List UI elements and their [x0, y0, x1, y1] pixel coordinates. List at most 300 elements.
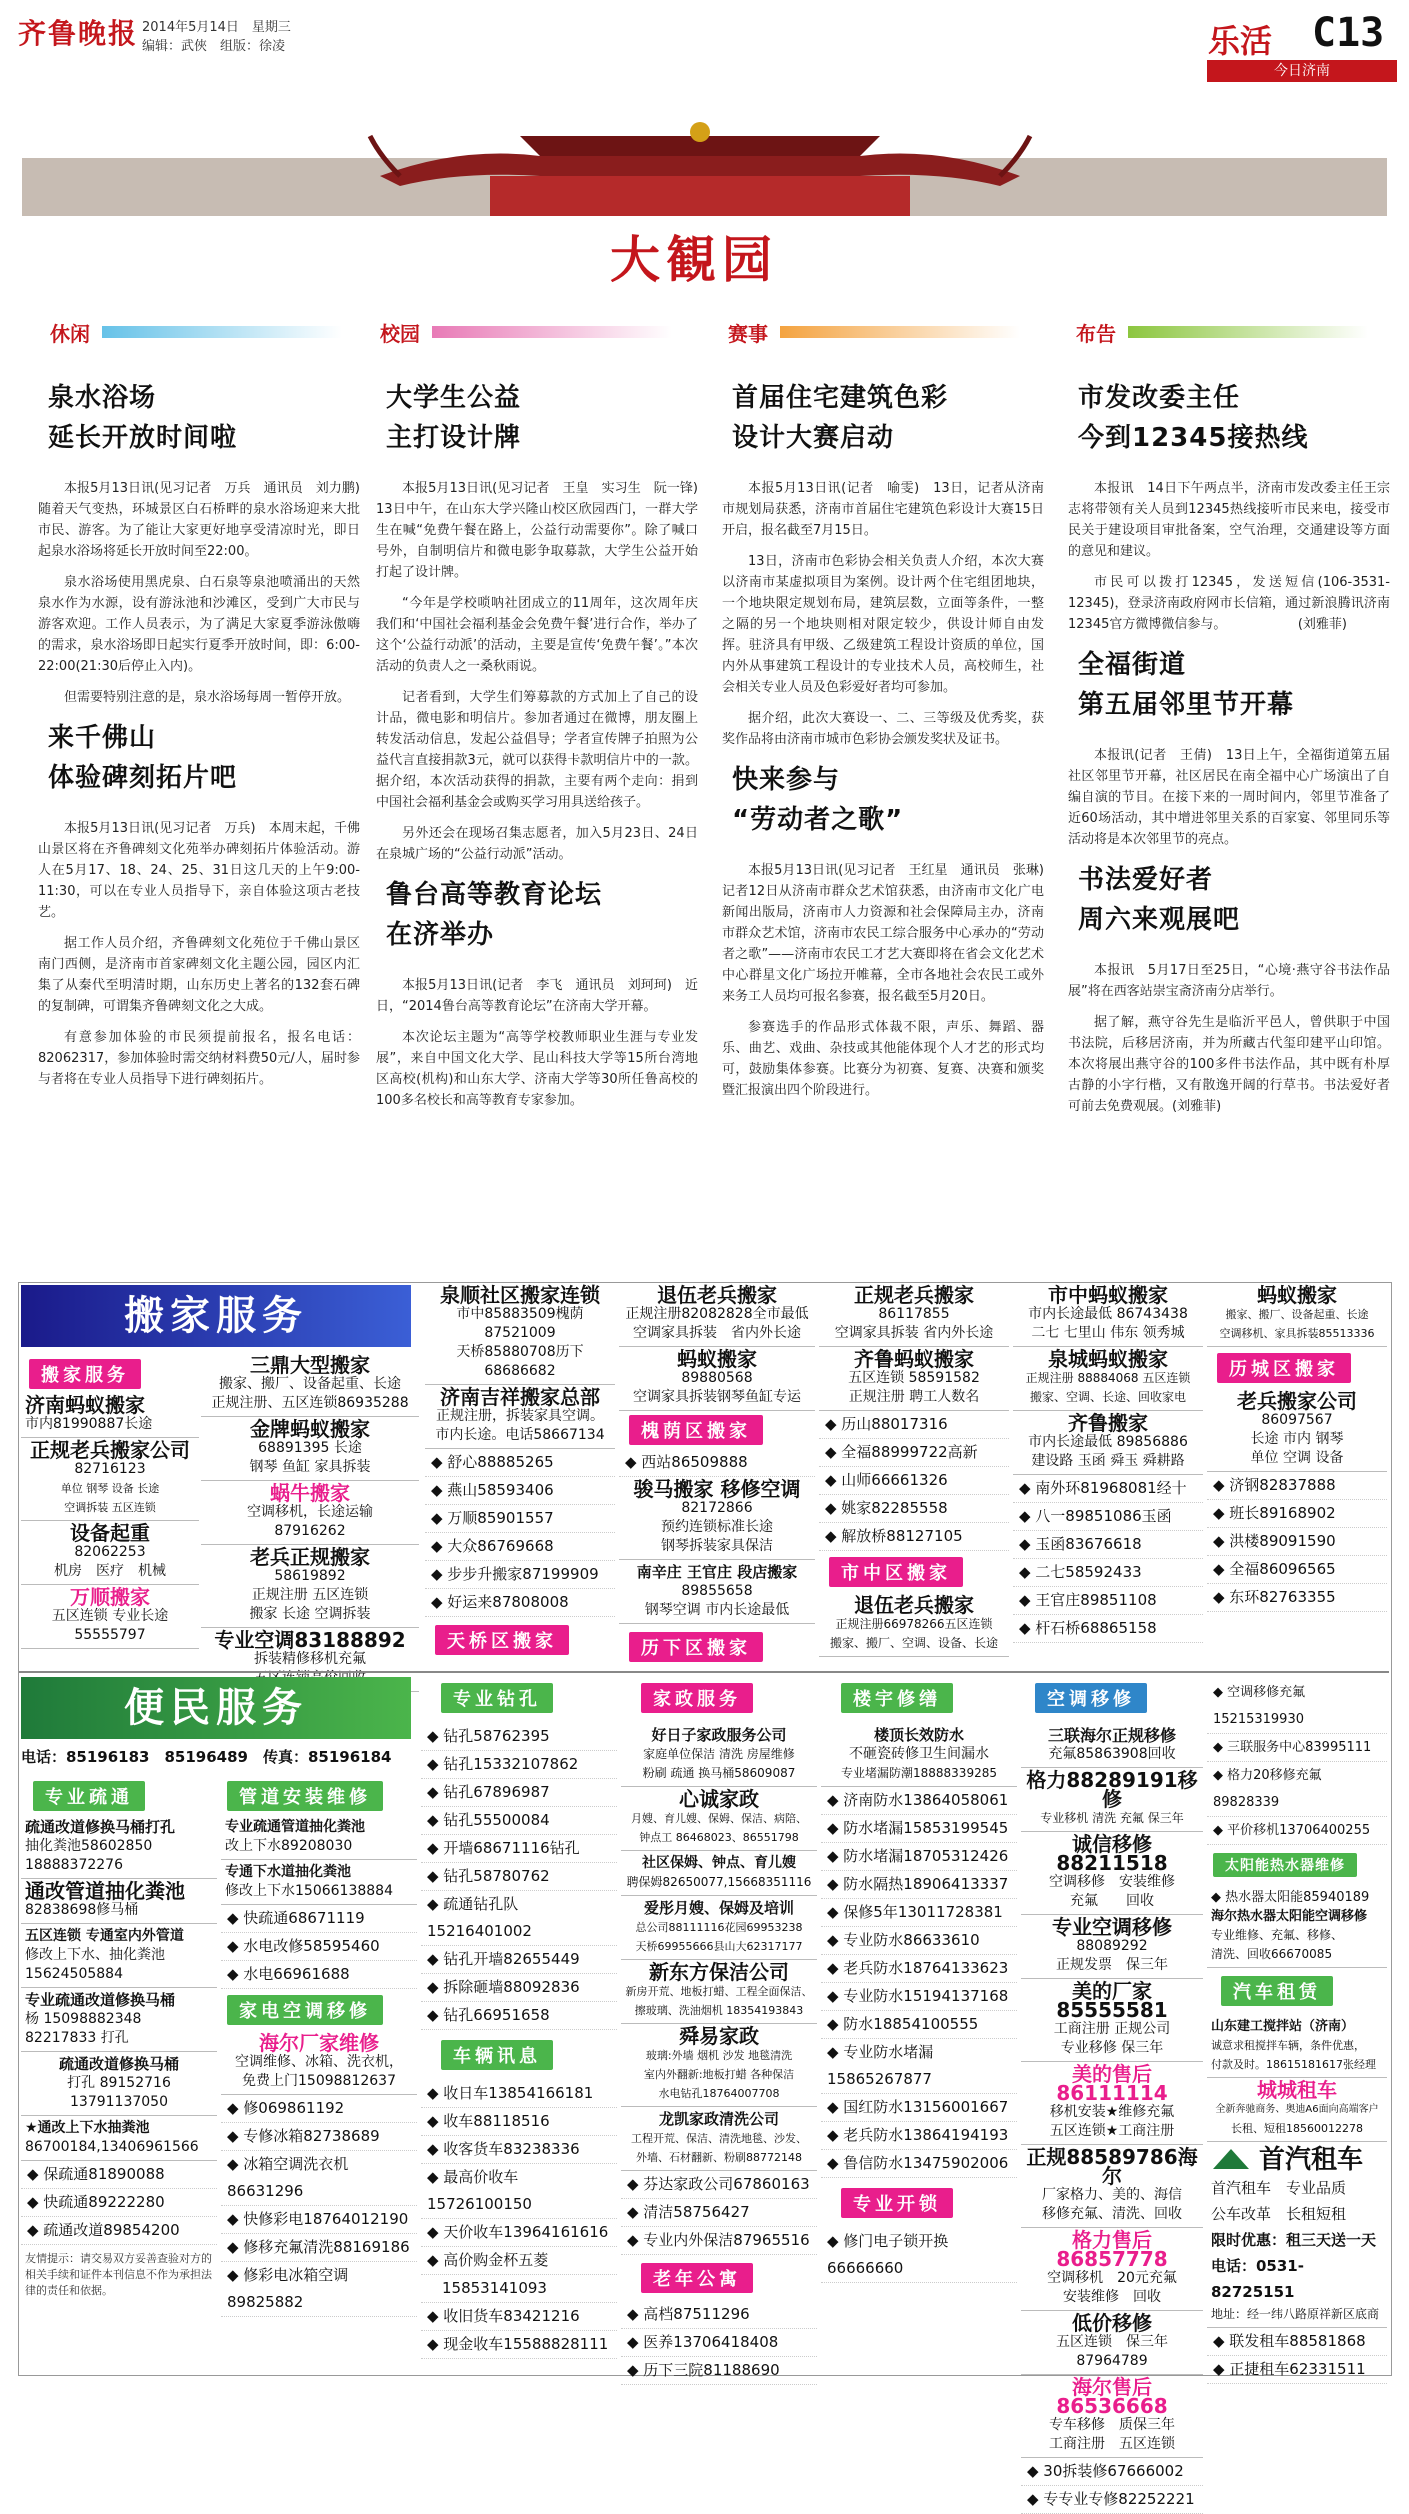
- list-item: ◆ 三联服务中心83995111: [1207, 1734, 1387, 1762]
- list-item: ◆ 防水堵漏15853199545: [821, 1815, 1017, 1843]
- headline-line: 在济举办: [386, 920, 495, 950]
- list-item: ◆ 山师66661326: [819, 1467, 1009, 1495]
- move-tag: 槐荫区搬家: [629, 1415, 763, 1445]
- move-tag-wrap: [619, 1411, 815, 1449]
- ad-line: 正规注册、五区连锁86935288: [211, 1395, 409, 1411]
- ad-box: [21, 1815, 217, 1879]
- list-item: ◆ 快疏通68671119: [221, 1905, 417, 1933]
- ad-line: 天桥85880708历下68686682: [456, 1344, 584, 1379]
- category-bar: [432, 326, 672, 338]
- ad-name: ★通改上下水抽粪池: [25, 2120, 150, 2136]
- list-item: ◆ 收日车13854166181: [421, 2080, 617, 2108]
- ad-line: 专业维修、充氟、移修、: [1211, 1928, 1344, 1942]
- ad-name: 专通下水道抽化粪池: [225, 1864, 351, 1880]
- pavilion-roof-icon: [340, 116, 1060, 236]
- life-col-e: [821, 1673, 1017, 2283]
- category-leisure: [50, 318, 90, 344]
- life-tag-wrap: [421, 1673, 617, 1723]
- life-tag-wrap: [621, 1673, 817, 1723]
- headline-line: 全福街道: [1078, 650, 1187, 680]
- life-services: [19, 1671, 1389, 2508]
- ad-name: 舜易家政: [679, 2024, 759, 2048]
- ad-line: 正规注册，拆装家具空调。: [436, 1408, 604, 1424]
- ad-box: [221, 1815, 417, 1860]
- headline-line: 书法爱好者: [1078, 865, 1214, 895]
- ad-name: 低价移修: [1072, 2311, 1152, 2335]
- ad-line: 修改上下水15066138884: [225, 1883, 393, 1899]
- ad-name: 专业空调83188892: [214, 1628, 406, 1652]
- headline-line: 周六来观展吧: [1078, 905, 1241, 935]
- list-item: ◆ 修彩电冰箱空调89825882: [221, 2262, 417, 2317]
- ad-line: 全新奔驰商务、奥迪A6面向高端客户: [1215, 2104, 1379, 2115]
- ad-name: 三联海尔正规移修: [1047, 1726, 1176, 1745]
- ad-name: 海尔热水器太阳能空调移修: [1211, 1909, 1368, 1924]
- banner: [0, 110, 1409, 305]
- ad-box: [1013, 1283, 1203, 1347]
- ad-line: 家庭单位保洁 清洗 房屋维修: [643, 1747, 795, 1761]
- list-item: ◆ 钻孔66951658: [421, 2002, 617, 2030]
- ad-name: 泉城蚂蚁搬家: [1048, 1347, 1168, 1371]
- moving-title-bar: [21, 1285, 411, 1347]
- article-paragraph: 本报5月13日讯(记者 李飞 通讯员 刘珂珂) 近日，“2014鲁台高等教育论坛”在济南大学开幕。: [376, 978, 698, 1014]
- article-headline: [386, 378, 698, 458]
- article-paragraph: 本报5月13日讯(记者 喻雯) 13日，记者从济南市规划局获悉，济南市首届住宅建筑色彩设计大赛15日开启，报名截至7月15日。: [722, 481, 1044, 538]
- article-paragraph: 本报5月13日讯(见习记者 王皇 实习生 阮一锋) 13日中午，在山东大学兴隆山校区欣园西门，一群大学生在喊“免费午餐在路上，公益行动需要你”。除了喊口号外，自制明信片和微电影争取募款，大学生公益开始打起了设计牌。: [376, 481, 712, 580]
- ad-line: 五区连锁 保三年: [1056, 2334, 1168, 2350]
- ad-box: [1021, 2311, 1203, 2375]
- headline-line: 来千佛山: [48, 723, 157, 753]
- list-item: ◆ 疏通改道89854200: [21, 2217, 217, 2245]
- move-tag-wrap: [1207, 1347, 1387, 1389]
- ad-box: [819, 1347, 1009, 1411]
- ad-name: 齐鲁搬家: [1068, 1411, 1148, 1435]
- ad-line: 移机安装★维修充氟: [1049, 2104, 1175, 2120]
- list-item: ◆ 天价收车13964161616: [421, 2219, 617, 2247]
- list-item: ◆ 现金收车15588828111: [421, 2331, 617, 2359]
- ad-line: 充氟 回收: [1070, 1893, 1154, 1909]
- ad-line: 专车移修 质保三年: [1049, 2417, 1175, 2433]
- article-paragraph: 本次论坛主题为“高等学校教师职业生涯与专业发展”，来自中国文化大学、昆山科技大学等15所台湾地区高校(机构)和山东大学、济南大学等30所任鲁高校的100多名校长和高等教育专家参加。: [376, 1030, 698, 1108]
- life-tag: 楼宇修缮: [841, 1683, 953, 1713]
- ad-name: 蚂蚁搬家: [677, 1347, 757, 1371]
- headline-line: 快来参与: [732, 765, 841, 795]
- ad-name: 南辛庄 王官庄 段店搬家: [636, 1563, 798, 1581]
- ad-line: 充氟85863908回收: [1048, 1746, 1176, 1762]
- life-title: 便民服务: [124, 1685, 308, 1731]
- ad-line: 55555797: [74, 1627, 146, 1643]
- ad-line: 水电钻孔18764007708: [658, 2087, 780, 2100]
- article-paragraph: 13日，济南市色彩协会相关负责人介绍，本次大赛以济南市某虚拟项目为案例。设计两个住宅组团地块，一个地块限定规划布局，建筑层数，立面等条件，一整之隔的另一个地块则相对限定较少，供设计师自由发挥。驻济具有甲级、乙级建筑工程设计资质的单位，国内外从事建筑工程设计的专业技术人员，高校师生，社会相关专业人员及色彩爱好者均可参加。: [722, 554, 1044, 695]
- ad-list: [421, 1723, 617, 2030]
- ad-line: 外墙、石材翻新、粉刷88772148: [636, 2151, 802, 2164]
- ad-line: 搬家、空调、长途、回收家电: [1029, 1390, 1186, 1404]
- ad-box: [619, 1283, 815, 1347]
- list-item: ◆ 清洁58756427: [621, 2199, 817, 2227]
- list-item: ◆ 平价移机13706400255: [1207, 1817, 1387, 1845]
- life-tag-wrap: [1021, 1673, 1203, 1723]
- move-col-b: [425, 1283, 615, 1663]
- ad-line: 厂家格力、美的、海信: [1042, 2187, 1182, 2203]
- ad-line: 二七 七里山 伟东 领秀城: [1031, 1325, 1185, 1341]
- ad-name: 龙凯家政清洗公司: [658, 2110, 779, 2128]
- list-item: ◆ 格力20移修充氟89828339: [1207, 1762, 1387, 1817]
- article-headline: [1078, 860, 1390, 940]
- ad-name: 济南蚂蚁搬家: [25, 1393, 145, 1417]
- article-paragraph: 据介绍，此次大赛设一、二、三等级及优秀奖，获奖作品将由济南市城市色彩协会颁发奖状及证书。: [722, 711, 1044, 747]
- ad-line: 58619892: [274, 1568, 346, 1584]
- article-headline: [386, 875, 698, 955]
- list-item: ◆ 钻孔15332107862: [421, 1751, 617, 1779]
- category-notice: [1076, 318, 1116, 344]
- list-item: ◆ 专业防水堵漏15865267877: [821, 2039, 1017, 2094]
- list-item: ◆ 快疏通89222280: [21, 2189, 217, 2217]
- article-paragraph: 本报5月13日讯(见习记者 万兵) 本周末起，千佛山景区将在齐鲁碑刻文化苑举办碑刻拓片体验活动。游人在5月17、18、24、25、31日这几天的上午9:00-11:30，可以在专业人员指导下，亲自体验这项古老技艺。: [38, 821, 360, 920]
- moving-title: 搬家服务: [124, 1293, 308, 1339]
- ad-line: 安装维修 回收: [1063, 2289, 1161, 2305]
- ad-name: 格力88289191移修: [1026, 1768, 1198, 1811]
- list-item: ◆ 疏通钻孔队15216401002: [421, 1891, 617, 1946]
- ad-line: 空调家具拆装钢琴鱼缸专运: [633, 1389, 801, 1405]
- ad-name: 社区保姆、钟点、育儿嫂: [642, 1855, 796, 1871]
- move-col-d: [819, 1283, 1009, 1657]
- ad-line: 搬家、搬厂、空调、设备、长途: [829, 1636, 998, 1650]
- list-item: ◆ 万顺85901557: [425, 1505, 615, 1533]
- ad-line: 修改上下水、抽化粪池: [25, 1947, 165, 1963]
- ad-box: [201, 1353, 419, 1417]
- life-col-b: [221, 1777, 417, 2317]
- ad-line: 首汽租车 专业品质: [1211, 2179, 1347, 2197]
- ad-line: 钟点工 86468023、86551798: [639, 1831, 799, 1844]
- list-item: ◆ 专业防水86633610: [821, 1927, 1017, 1955]
- ad-line: 82716123: [74, 1461, 146, 1477]
- ad-box: [1021, 1979, 1203, 2062]
- ad-box: [1207, 1283, 1387, 1347]
- ad-box: [1021, 2145, 1203, 2228]
- ad-box: [621, 1960, 817, 2024]
- ad-brand: [1211, 2145, 1383, 2175]
- ad-name: 骏马搬家 移修空调: [633, 1477, 801, 1501]
- ad-line: 18888372276: [25, 1857, 123, 1873]
- list-item: ◆ 济南防水13864058061: [821, 1787, 1017, 1815]
- ad-line: ◆ 热水器太阳能85940189: [1211, 1890, 1370, 1905]
- ad-box: [1207, 2142, 1387, 2328]
- ad-list: [21, 2161, 217, 2245]
- ad-line: 搬家、搬厂、设备起重、长途: [219, 1376, 401, 1392]
- ad-line: 82217833 打孔: [25, 2030, 129, 2046]
- list-item: ◆ 二七58592433: [1013, 1559, 1203, 1587]
- ad-name: 诚信移修88211518: [1056, 1832, 1168, 1875]
- ad-box: [201, 1481, 419, 1545]
- ad-name: 山东建工搅拌站（济南）: [1211, 2019, 1355, 2034]
- ad-line: 87964789: [1076, 2353, 1148, 2369]
- ad-name: 正规老兵搬家公司: [30, 1438, 190, 1462]
- ad-line: 空调移机 20元充氟: [1047, 2270, 1177, 2286]
- list-item: ◆ 拆除砸墙88092836: [421, 1974, 617, 2002]
- list-item: ◆ 收客货车83238336: [421, 2136, 617, 2164]
- life-tag: 专业开锁: [841, 2188, 953, 2218]
- headline-line: 首届住宅建筑色彩: [732, 383, 949, 413]
- ad-line: 室内外翻新:地板打蜡 各种保洁: [643, 2068, 795, 2081]
- ad-line: 正规注册 88884068 五区连锁: [1025, 1371, 1191, 1385]
- ad-name: 专业疏通改道修换马桶: [25, 1991, 176, 2009]
- ad-box: [425, 1385, 615, 1449]
- article-paragraph: 本报5月13日讯(见习记者 万兵 通讯员 刘力鹏) 随着天气变热，环城景区白石桥畔的泉水浴场迎来大批市民、游客。为了能让大家更好地享受清凉时光，即日起泉水浴场将延长开放时间至22:00。: [38, 481, 374, 559]
- ad-line: 总公司88111116花园69953238: [635, 1921, 803, 1934]
- classified-ads: [18, 1282, 1392, 2508]
- list-item: ◆ 王官庄89851108: [1013, 1587, 1203, 1615]
- ad-name: 退伍老兵搬家: [657, 1283, 777, 1307]
- ad-line: 天桥69955666县山大62317177: [635, 1940, 803, 1953]
- list-item: ◆ 修门电子锁开换66666660: [821, 2228, 1017, 2283]
- ad-list: [1207, 2328, 1387, 2384]
- list-item: ◆ 水电66961688: [221, 1961, 417, 1989]
- ad-line: 82062253: [74, 1544, 146, 1560]
- ad-line: 工程开荒、保洁、清洗地毯、沙发、: [631, 2132, 807, 2145]
- list-item: ◆ 历山88017316: [819, 1411, 1009, 1439]
- ad-line: 市内长途最低 89856886: [1028, 1434, 1188, 1450]
- ad-name: 专业疏通管道抽化粪池: [225, 1819, 365, 1835]
- category-label: 赛事: [728, 322, 768, 346]
- ad-name: 心诚家政: [679, 1787, 759, 1811]
- life-tag: 专业钻孔: [441, 1683, 553, 1713]
- ad-line: 正规注册 聘工人数名: [848, 1389, 980, 1405]
- ad-box: [621, 1851, 817, 1896]
- article-paragraph: 有意参加体验的市民须提前报名，报名电话：82062317，参加体验时需交纳材料费50元/人，届时参与者将在专业人员指导下进行碑刻拓片。: [38, 1030, 360, 1087]
- list-item: ◆ 空调移修充氟15215319930: [1207, 1679, 1387, 1734]
- life-tag: 汽车租赁: [1221, 1976, 1333, 2006]
- ad-line: 限时优惠：租三天送一天: [1211, 2231, 1377, 2249]
- ad-box: [21, 1521, 199, 1585]
- ad-box: [1013, 1347, 1203, 1411]
- ad-box: [621, 1896, 817, 1960]
- ad-name: 美的售后86111114: [1056, 2062, 1168, 2105]
- list-item: ◆ 解放桥88127105: [819, 1523, 1009, 1551]
- ad-box: [1021, 1832, 1203, 1915]
- headline-line: 延长开放时间啦: [48, 423, 238, 453]
- ad-line: 空调家具拆装 省内外长途: [633, 1325, 801, 1341]
- newspaper-logo: 齐鲁晚报: [18, 17, 139, 50]
- ad-line: 不砸瓷砖修卫生间漏水: [849, 1746, 989, 1762]
- article-paragraph: 另外还会在现场召集志愿者，加入5月23日、24日在泉城广场的“公益行动派”活动。: [376, 826, 698, 862]
- car-rental-logo-icon: [1211, 2145, 1251, 2175]
- move-tag: 搬家服务: [29, 1359, 141, 1389]
- ad-box: [821, 1723, 1017, 1787]
- list-item: ◆ 姚家82285558: [819, 1495, 1009, 1523]
- ad-name: 市中蚂蚁搬家: [1048, 1283, 1168, 1307]
- ad-line: 86117855: [878, 1306, 950, 1322]
- list-item: ◆ 快修彩电18764012190: [221, 2206, 417, 2234]
- article-column-3: [722, 368, 1058, 1111]
- ad-list: [1021, 2458, 1203, 2514]
- headline-line: 大学生公益: [386, 383, 522, 413]
- list-item: ◆ 冰箱空调洗衣机86631296: [221, 2151, 417, 2206]
- life-tag: 老年公寓: [641, 2263, 753, 2293]
- ad-line: 市内长途最低 86743438: [1028, 1306, 1188, 1322]
- article-headline: [1078, 645, 1390, 725]
- ad-box: [21, 1988, 217, 2052]
- article-paragraph: 参赛选手的作品形式体裁不限，声乐、舞蹈、器乐、曲艺、戏曲、杂技或其他能体现个人才艺的形式均可，鼓励集体参赛。比赛分为初赛、复赛、决赛和颁奖暨汇报演出四个阶段进行。: [722, 1020, 1044, 1098]
- move-tag-wrap: [819, 1551, 1009, 1593]
- list-item: ◆ 开墙68671116钻孔: [421, 1835, 617, 1863]
- ad-box: [21, 1438, 199, 1521]
- ad-line: 粉刷 疏通 换马桶58609087: [642, 1766, 796, 1780]
- ad-line: 88089292: [1076, 1938, 1148, 1954]
- ad-box: [621, 1723, 817, 1787]
- ad-name: 海尔售后86536668: [1056, 2375, 1168, 2418]
- list-item: ◆ 30拆装修67666002: [1021, 2458, 1203, 2486]
- ad-line: 钢琴 鱼缸 家具拆装: [249, 1459, 371, 1475]
- ad-box: [1207, 2014, 1387, 2078]
- life-tag-wrap: [621, 2255, 817, 2301]
- ad-line: 专业移机 清洗 充氟 保三年: [1040, 1811, 1184, 1825]
- headline-line: 主打设计牌: [386, 423, 522, 453]
- ad-line: 搬家、搬厂、设备起重、长途: [1225, 1308, 1369, 1321]
- move-col-f: [1207, 1283, 1387, 1612]
- list-item: ◆ 最高价收车15726100150: [421, 2164, 617, 2219]
- list-item: ◆ 钻孔58762395: [421, 1723, 617, 1751]
- ad-line: 玻璃:外墙 烟机 沙发 地毯清洗: [645, 2049, 793, 2062]
- life-tag-wrap: [1207, 1968, 1387, 2014]
- article-paragraph: 据工作人员介绍，齐鲁碑刻文化苑位于千佛山景区南门西侧，是济南市首家碑刻文化主题公园，园区内汇集了从秦代至明清时期，山东历史上著名的132套石碑的复制碑，可谓集齐鲁碑刻文化之大成。: [38, 936, 360, 1014]
- headline-line: 鲁台高等教育论坛: [386, 880, 603, 910]
- list-item: ◆ 专专业专修82252221: [1021, 2486, 1203, 2514]
- ad-list: [1207, 1673, 1387, 1845]
- ad-line: 82172866: [681, 1500, 753, 1516]
- ad-line: 87916262: [274, 1523, 346, 1539]
- list-item: ◆ 国红防水13156001667: [821, 2094, 1017, 2122]
- list-item: ◆ 钻孔55500084: [421, 1807, 617, 1835]
- ad-box: [1013, 1411, 1203, 1475]
- life-tag: 管道安装维修: [227, 1781, 383, 1811]
- article-paragraph: 泉水浴场使用黑虎泉、白石泉等泉池喷涌出的天然泉水作为水源，设有游泳池和沙滩区，受到广大市民与游客欢迎。工作人员表示，为了满足大家夏季游泳傲嗨的需求，泉水浴场即日起实行夏季开放时间，即：6:00-22:00(21:30后停止入内)。: [38, 575, 360, 674]
- ad-box: [201, 1417, 419, 1481]
- ad-box: [221, 1860, 417, 1905]
- banner-title: 大観园: [610, 230, 778, 289]
- life-tag: 家电空调移修: [227, 1995, 383, 2025]
- ad-name: 新东方保洁公司: [649, 1960, 789, 1984]
- life-tag: 空调移修: [1035, 1683, 1147, 1713]
- article: [38, 718, 360, 1090]
- article-column-4: [1068, 368, 1390, 1127]
- ad-line: 空调移机、家具拆装85513336: [1219, 1327, 1375, 1340]
- ad-box: [621, 1787, 817, 1851]
- life-tag-wrap: [221, 1989, 417, 2031]
- ad-box: [1207, 1885, 1387, 1968]
- ad-box: [621, 2024, 817, 2107]
- list-item: ◆ 钻孔58780762: [421, 1863, 617, 1891]
- ad-name: 泉顺社区搬家连锁: [440, 1283, 600, 1307]
- ad-line: 钢琴拆装家具保洁: [661, 1538, 773, 1554]
- life-tag-wrap: [821, 1673, 1017, 1723]
- ad-box: [1021, 2375, 1203, 2458]
- list-item: ◆ 医养13706418408: [621, 2329, 817, 2357]
- ad-line: 市中85883509槐荫87521009: [456, 1306, 584, 1341]
- ad-line: 公车改革 长租短租: [1211, 2205, 1347, 2223]
- ad-box: [21, 1585, 199, 1649]
- ad-box: [621, 2107, 817, 2171]
- ad-line: 地址：经一纬八路原祥新区底商: [1211, 2307, 1380, 2321]
- list-item: ◆ 八一89851086玉函: [1013, 1503, 1203, 1531]
- ad-line: 五区连锁 专业长途: [51, 1608, 169, 1624]
- ad-line: 正规注册 五区连锁: [251, 1587, 369, 1603]
- ad-name: 专业空调移修: [1052, 1915, 1172, 1939]
- ad-name: 通改管道抽化粪池: [25, 1879, 185, 1903]
- article: [722, 378, 1044, 750]
- ad-line: 单位 钢琴 设备 长途: [60, 1482, 160, 1495]
- headline-line: 设计大赛启动: [732, 423, 895, 453]
- ad-name: 楼顶长效防水: [873, 1726, 964, 1744]
- ad-line: 打孔 89152716: [67, 2075, 171, 2091]
- move-tag-wrap: [425, 1617, 615, 1663]
- list-item: ◆ 防水18854100555: [821, 2011, 1017, 2039]
- move-col-a: [21, 1353, 421, 1667]
- list-item: ◆ 全福88999722高新: [819, 1439, 1009, 1467]
- list-item: ◆ 钻孔67896987: [421, 1779, 617, 1807]
- category-label: 休闲: [50, 322, 90, 346]
- article-headline: [1078, 378, 1390, 458]
- article-paragraph: 本报5月13日讯(见习记者 王红星 通讯员 张琳) 记者12日从济南市群众艺术馆获悉，由济南市文化广电新闻出版局，济南市人力资源和社会保障局主办，济南市群众艺术馆，济南市农民工综合服务中心承办的“劳动者之歌”——济南市农民工才艺大赛即将在省会文化艺术中心群星文化广场拉开帷幕，全市各地社会农民工或外来务工人员均可报名参赛，报名截至5月20日。: [722, 863, 1058, 1004]
- headline-line: 市发改委主任: [1078, 383, 1241, 413]
- category-campus: [380, 318, 420, 344]
- ad-box: [221, 2031, 417, 2095]
- article-paragraph: 本报讯(记者 王倩) 13日上午，全福街道第五届社区邻里节开幕，社区居民在南全福中心广场演出了自编自演的节目。在接下来的一周时间内，邻里节准备了近60场活动，其中增进邻里关系的百家宴、邻里同乐等活动将是本次邻里节的亮点。: [1068, 748, 1390, 847]
- list-item: ◆ 南外环81968081经十: [1013, 1475, 1203, 1503]
- ad-box: [21, 2116, 217, 2161]
- list-item: ◆ 高价购金杯五菱: [421, 2247, 617, 2275]
- list-item: ◆ 好运来87808008: [425, 1589, 615, 1617]
- ad-line: 68891395 长途: [258, 1440, 362, 1456]
- article-headline: [48, 718, 360, 798]
- list-item: ◆ 玉函83676618: [1013, 1531, 1203, 1559]
- category-bar: [780, 326, 1020, 338]
- ad-box: [1207, 1389, 1387, 1472]
- ad-name: 济南吉祥搬家总部: [440, 1385, 600, 1409]
- ad-line: 长途 市内 钢琴: [1250, 1431, 1344, 1447]
- ad-box: [619, 1560, 815, 1624]
- list-item: ◆ 班长89168902: [1207, 1500, 1387, 1528]
- ad-line: 市内81990887长途: [25, 1416, 153, 1432]
- ad-line: 机房 医疗 机械: [54, 1563, 166, 1579]
- ad-name: 美的厂家85555581: [1056, 1979, 1168, 2022]
- life-tag-wrap: [221, 1777, 417, 1815]
- article-paragraph: 本报讯 5月17日至25日，“心境·燕守谷书法作品展”将在西客站崇宝斋济南分店举行。: [1068, 963, 1390, 999]
- article-headline: [732, 378, 1044, 458]
- ad-name: 疏通改道修换马桶打孔: [25, 1818, 176, 1836]
- list-item: ◆ 西站86509888: [619, 1449, 815, 1477]
- ad-line: 工商注册 正规公司: [1053, 2021, 1171, 2037]
- category-bar: [102, 326, 342, 338]
- move-tag: 天桥区搬家: [435, 1625, 569, 1655]
- masthead: [0, 0, 1409, 79]
- list-item: ◆ 杆石桥68865158: [1013, 1615, 1203, 1643]
- list-item: ◆ 正捷租车62331511: [1207, 2356, 1387, 2384]
- article: [376, 378, 712, 865]
- list-item: ◆ 专业防水15194137168: [821, 1983, 1017, 2011]
- ad-line: 空调维修、冰箱、洗衣机，: [235, 2054, 403, 2070]
- ad-line: 月嫂、育儿嫂、保姆、保洁、病陪、: [631, 1812, 807, 1825]
- list-item: ◆ 保疏通81890088: [21, 2161, 217, 2189]
- list-item: ◆ 修移充氟清洗88169186: [221, 2234, 417, 2262]
- article-paragraph: “今年是学校唢呐社团成立的11周年，这次周年庆我们和‘中国社会福利基金会免费午餐’进行合作，举办了这个‘公益行动派’的活动，主要是宣传‘免费午餐’。”本次活动的负责人之一桑秋雨说。: [376, 596, 698, 674]
- disclaimer: 友情提示：请交易双方妥善查验对方的相关手续和证件本刊信息不作为承担法律的责任和依据。: [25, 2252, 212, 2297]
- life-phone: 电话：85196183 85196489 传真：85196184: [21, 1748, 392, 1766]
- ad-line: 免费上门15098812637: [242, 2073, 396, 2089]
- ad-line: 拆装精修移机充氟: [254, 1651, 366, 1667]
- list-item: ◆ 保修5年13011728381: [821, 1899, 1017, 1927]
- list-item: ◆ 舒心88885265: [425, 1449, 615, 1477]
- issue-meta: [142, 18, 291, 56]
- ad-name: 万顺搬家: [70, 1585, 150, 1609]
